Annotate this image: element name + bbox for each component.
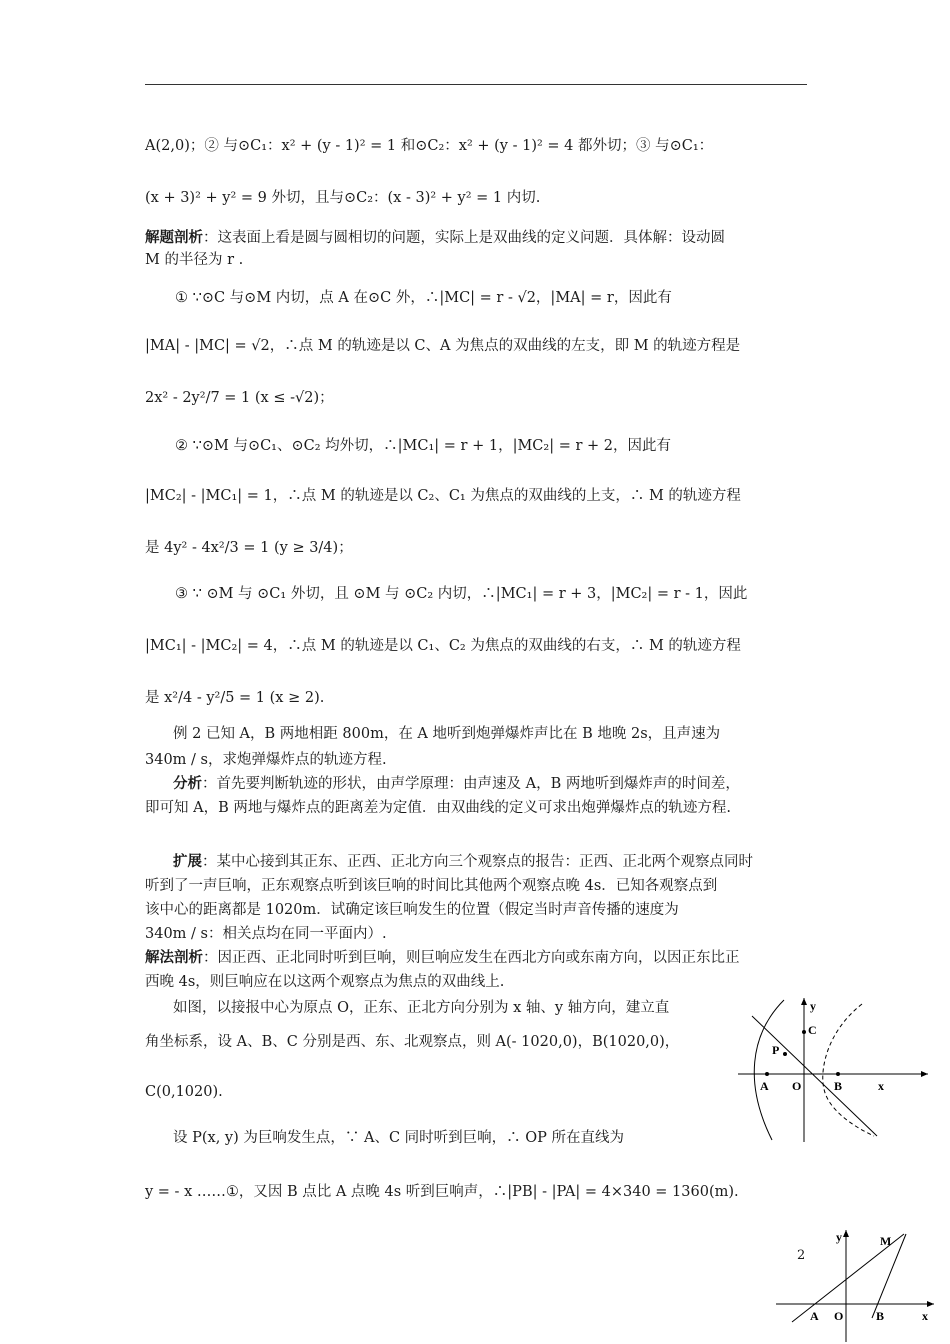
text-line: 西晚 4s，则巨响应在以这两个观察点为焦点的双曲线上. <box>145 974 505 990</box>
text-line: 分析：首先要判断轨迹的形状，由声学原理：由声速及 A，B 两地听到爆炸声的时间差， <box>173 775 740 792</box>
text-line: y = - x ……①，又因 B 点比 A 点晚 4s 听到巨响声，∴|PB| - |PA| = 4×340 = 1360(m). <box>145 1184 739 1200</box>
page-number: 2 <box>797 1248 806 1263</box>
y-axis-label: y <box>810 999 816 1013</box>
x-axis-arrow-icon <box>921 1071 928 1077</box>
text-line: 如图，以接报中心为原点 O，正东、正北方向分别为 x 轴、y 轴方向，建立直 <box>173 1000 670 1016</box>
x-axis-label: x <box>878 1079 884 1093</box>
x-axis-arrow-icon <box>927 1301 934 1307</box>
hyperbola-figure <box>732 994 932 1144</box>
point-b-label: B <box>834 1079 843 1093</box>
text-line: |MA| - |MC| = √2，∴点 M 的轨迹是以 C、A 为焦点的双曲线的左支，即 M 的轨迹方程是 <box>145 338 741 354</box>
text-line: 即可知 A，B 两地与爆炸点的距离差为定值．由双曲线的定义可求出炮弹爆炸点的轨迹方程. <box>145 800 731 816</box>
text-line: ② ∵⊙M 与⊙C₁、⊙C₂ 均外切，∴|MC₁| = r + 1，|MC₂| = r + 2，因此有 <box>175 438 671 454</box>
y-axis-label: y <box>836 1230 842 1244</box>
point-c-dot <box>802 1030 806 1034</box>
point-b-label: B <box>876 1309 885 1323</box>
text-line: M 的半径为 r . <box>145 252 244 268</box>
text-line: 设 P(x, y) 为巨响发生点，∵ A、C 同时听到巨响，∴ OP 所在直线为 <box>173 1130 625 1146</box>
section-label: 解法剖析 <box>145 949 203 966</box>
text-line: 听到了一声巨响，正东观察点听到该巨响的时间比其他两个观察点晚 4s．已知各观察点到 <box>145 878 718 894</box>
text-line: ③ ∵ ⊙M 与 ⊙C₁ 外切，且 ⊙M 与 ⊙C₂ 内切，∴|MC₁| = r + 3，|MC₂| = r - 1，因此 <box>175 586 748 602</box>
text-line: |MC₁| - |MC₂| = 4，∴点 M 的轨迹是以 C₁、C₂ 为焦点的双曲线的右支，∴ M 的轨迹方程 <box>145 638 741 654</box>
section-label: 扩展 <box>173 853 202 870</box>
hyperbola-right-branch <box>823 1004 874 1136</box>
point-b-dot <box>836 1072 840 1076</box>
point-p-label: P <box>772 1043 780 1057</box>
text-line: C(0,1020). <box>145 1084 223 1100</box>
y-axis-arrow-icon <box>843 1230 849 1237</box>
text-line: 340m / s，求炮弹爆炸点的轨迹方程. <box>145 752 387 768</box>
triangle-figure <box>772 1226 940 1344</box>
point-a-label: A <box>810 1309 819 1323</box>
point-a-label: A <box>760 1079 769 1093</box>
text-line: 是 4y² - 4x²/3 = 1 (y ≥ 3/4)； <box>145 540 353 556</box>
text-line: 解题剖析：这表面上看是圆与圆相切的问题，实际上是双曲线的定义问题．具体解：设动圆 <box>145 229 725 246</box>
text-line: 解法剖析：因正西、正北同时听到巨响，则巨响应发生在西北方向或东南方向，以因正东比正 <box>145 949 740 966</box>
text-line: 340m / s：相关点均在同一平面内）. <box>145 926 387 942</box>
point-a-dot <box>765 1072 769 1076</box>
y-axis-arrow-icon <box>801 998 807 1005</box>
text-line: 例 2 已知 A，B 两地相距 800m，在 A 地听到炮弹爆炸声比在 B 地晚 2s，且声速为 <box>173 726 721 742</box>
text-line: ① ∵⊙C 与⊙M 内切，点 A 在⊙C 外，∴|MC| = r - √2，|MA| = r，因此有 <box>175 290 672 306</box>
text-line: A(2,0)；② 与⊙C₁：x² + (y - 1)² = 1 和⊙C₂：x² + (y - 1)² = 4 都外切；③ 与⊙C₁： <box>145 138 714 154</box>
text-line: (x + 3)² + y² = 9 外切，且与⊙C₂：(x - 3)² + y² = 1 内切. <box>145 190 541 206</box>
text-line: |MC₂| - |MC₁| = 1，∴点 M 的轨迹是以 C₂、C₁ 为焦点的双曲线的上支，∴ M 的轨迹方程 <box>145 488 741 504</box>
section-label: 分析 <box>173 775 202 792</box>
x-axis-label: x <box>922 1309 928 1323</box>
point-c-label: C <box>808 1023 817 1037</box>
text-line: 角坐标系，设 A、B、C 分别是西、东、北观察点，则 A(- 1020,0)，B(1020,0)， <box>145 1034 680 1050</box>
header-rule <box>145 84 807 85</box>
text-line: 该中心的距离都是 1020m．试确定该巨响发生的位置（假定当时声音传播的速度为 <box>145 902 679 918</box>
origin-label: O <box>792 1079 802 1093</box>
section-label: 解题剖析 <box>145 229 203 246</box>
hyperbola-left-branch <box>754 1000 784 1140</box>
origin-label: O <box>834 1309 844 1323</box>
point-p-dot <box>783 1052 787 1056</box>
text-line: 2x² - 2y²/7 = 1 (x ≤ -√2)； <box>145 390 334 406</box>
text-line: 是 x²/4 - y²/5 = 1 (x ≥ 2). <box>145 690 325 706</box>
text-line: 扩展：某中心接到其正东、正西、正北方向三个观察点的报告：正西、正北两个观察点同时 <box>173 853 753 870</box>
point-m-label: M <box>880 1234 892 1248</box>
